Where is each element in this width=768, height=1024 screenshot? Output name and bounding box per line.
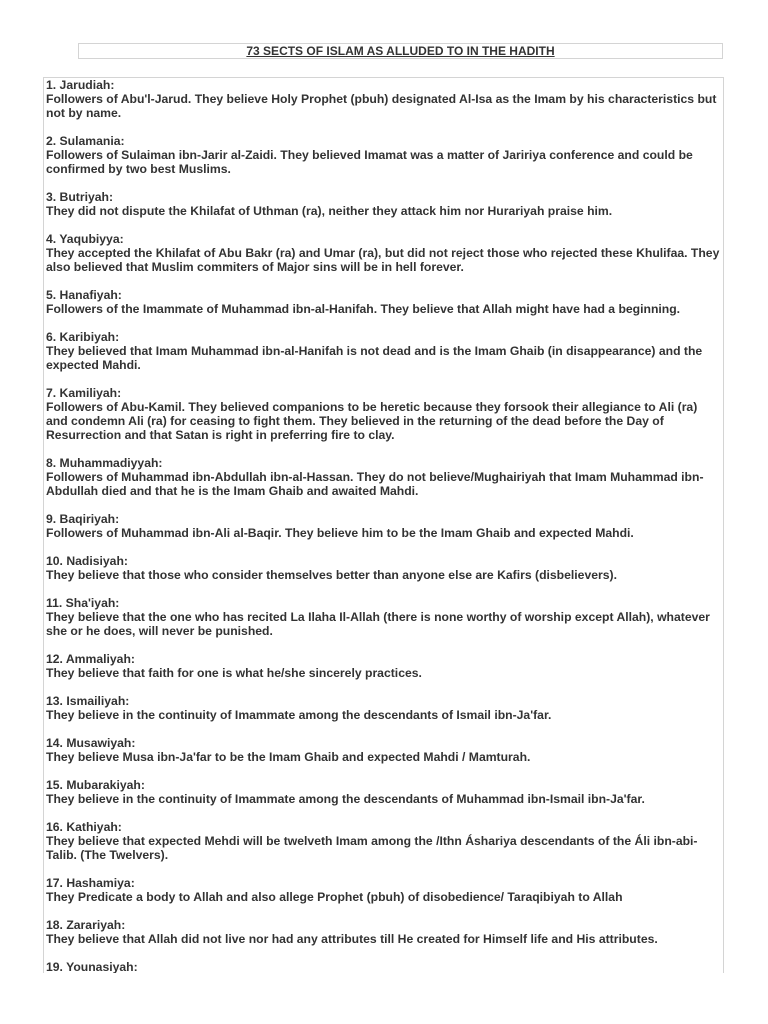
sect-name: 11. Sha'iyah: [46, 596, 120, 610]
sect-name: 7. Kamiliyah: [46, 386, 122, 400]
sect-name: 5. Hanafiyah: [46, 288, 122, 302]
sect-description: Followers of Abu-Kamil. They believed companions to be heretic because they forsook their allegiance to Ali (ra) and condemn Ali (ra) for ceasing to fight them. They believed in the returning of the dead before the Day of Resurrection and that Satan is right in preferring fire to clay. [46, 400, 698, 442]
sect-entry [46, 78, 721, 120]
sect-entry [46, 694, 721, 722]
sect-entry [46, 456, 721, 498]
sect-description: They believe that expected Mehdi will be twelveth Imam among the /Ithn Áshariya descendants of the Áli ibn-abi-Talib. (The Twelvers). [46, 834, 698, 862]
sects-list [43, 77, 724, 973]
sect-entry [46, 512, 721, 540]
sect-name: 8. Muhammadiyyah: [46, 456, 163, 470]
sect-name: 6. Karibiyah: [46, 330, 120, 344]
sect-entry [46, 554, 721, 582]
sect-description: Followers of the Imammate of Muhammad ibn-al-Hanifah. They believe that Allah might have had a beginning. [46, 302, 681, 316]
sect-description: They did not dispute the Khilafat of Uthman (ra), neither they attack him nor Hurariyah praise him. [46, 204, 613, 218]
sect-entry [46, 918, 721, 946]
sect-entry [46, 596, 721, 638]
sect-description: Followers of Abu'l-Jarud. They believe Holy Prophet (pbuh) designated Al-Isa as the Imam by his characteristics but not by name. [46, 92, 717, 120]
sect-description: They accepted the Khilafat of Abu Bakr (ra) and Umar (ra), but did not reject those who rejected these Khulifaa. They also believed that Muslim commiters of Major sins will be in hell forever. [46, 246, 720, 274]
sect-name: 4. Yaqubiyya: [46, 232, 124, 246]
sect-description: They believe in the continuity of Imammate among the descendants of Ismail ibn-Ja'far. [46, 708, 552, 722]
sect-name: 19. Younasiyah: [46, 960, 138, 973]
sect-name: 18. Zarariyah: [46, 918, 126, 932]
sect-description: Followers of Muhammad ibn-Abdullah ibn-al-Hassan. They do not believe/Mughairiyah that Imam Muhammad ibn-Abdullah died and that he is the Imam Ghaib and awaited Mahdi. [46, 470, 704, 498]
sect-entry [46, 876, 721, 904]
sect-name: 12. Ammaliyah: [46, 652, 135, 666]
sect-name: 9. Baqiriyah: [46, 512, 120, 526]
sect-description: They believed that Imam Muhammad ibn-al-Hanifah is not dead and is the Imam Ghaib (in disappearance) and the expected Mahdi. [46, 344, 703, 372]
sect-description: Followers of Muhammad ibn-Ali al-Baqir. They believe him to be the Imam Ghaib and expected Mahdi. [46, 526, 634, 540]
document-title-box [78, 43, 723, 59]
sect-name: 17. Hashamiya: [46, 876, 135, 890]
sect-description: They believe that the one who has recited La Ilaha Il-Allah (there is none worthy of worship except Allah), whatever she or he does, will never be punished. [46, 610, 710, 638]
sect-name: 10. Nadisiyah: [46, 554, 128, 568]
sect-description: They believe in the continuity of Imammate among the descendants of Muhammad ibn-Ismail ibn-Ja'far. [46, 792, 645, 806]
sect-entry [46, 820, 721, 862]
sect-name: 2. Sulamania: [46, 134, 125, 148]
sect-name: 14. Musawiyah: [46, 736, 136, 750]
sect-name: 16. Kathiyah: [46, 820, 122, 834]
sect-entry [46, 778, 721, 806]
sect-name: 15. Mubarakiyah: [46, 778, 145, 792]
sect-description: They believe Musa ibn-Ja'far to be the Imam Ghaib and expected Mahdi / Mamturah. [46, 750, 531, 764]
sect-entry [46, 386, 721, 442]
sect-name: 3. Butriyah: [46, 190, 114, 204]
sect-description: They Predicate a body to Allah and also allege Prophet (pbuh) of disobedience/ Taraqibiyah to Allah [46, 890, 623, 904]
sect-entry [46, 288, 721, 316]
sect-entry [46, 190, 721, 218]
sect-entry [46, 232, 721, 274]
sect-description: They believe that Allah did not live nor had any attributes till He created for Himself life and His attributes. [46, 932, 658, 946]
sect-description: They believe that those who consider themselves better than anyone else are Kafirs (disbelievers). [46, 568, 617, 582]
sect-entry [46, 736, 721, 764]
document-title: 73 SECTS OF ISLAM AS ALLUDED TO IN THE HADITH [246, 44, 555, 58]
sect-name: 1. Jarudiah: [46, 78, 115, 92]
sect-name: 13. Ismailiyah: [46, 694, 130, 708]
sect-entry [46, 652, 721, 680]
sect-description: They believe that faith for one is what he/she sincerely practices. [46, 666, 422, 680]
sect-description: Followers of Sulaiman ibn-Jarir al-Zaidi. They believed Imamat was a matter of Jaririya conference and could be confirmed by two best Muslims. [46, 148, 693, 176]
sect-entry [46, 330, 721, 372]
sect-entry [46, 134, 721, 176]
sect-entry [46, 960, 721, 973]
